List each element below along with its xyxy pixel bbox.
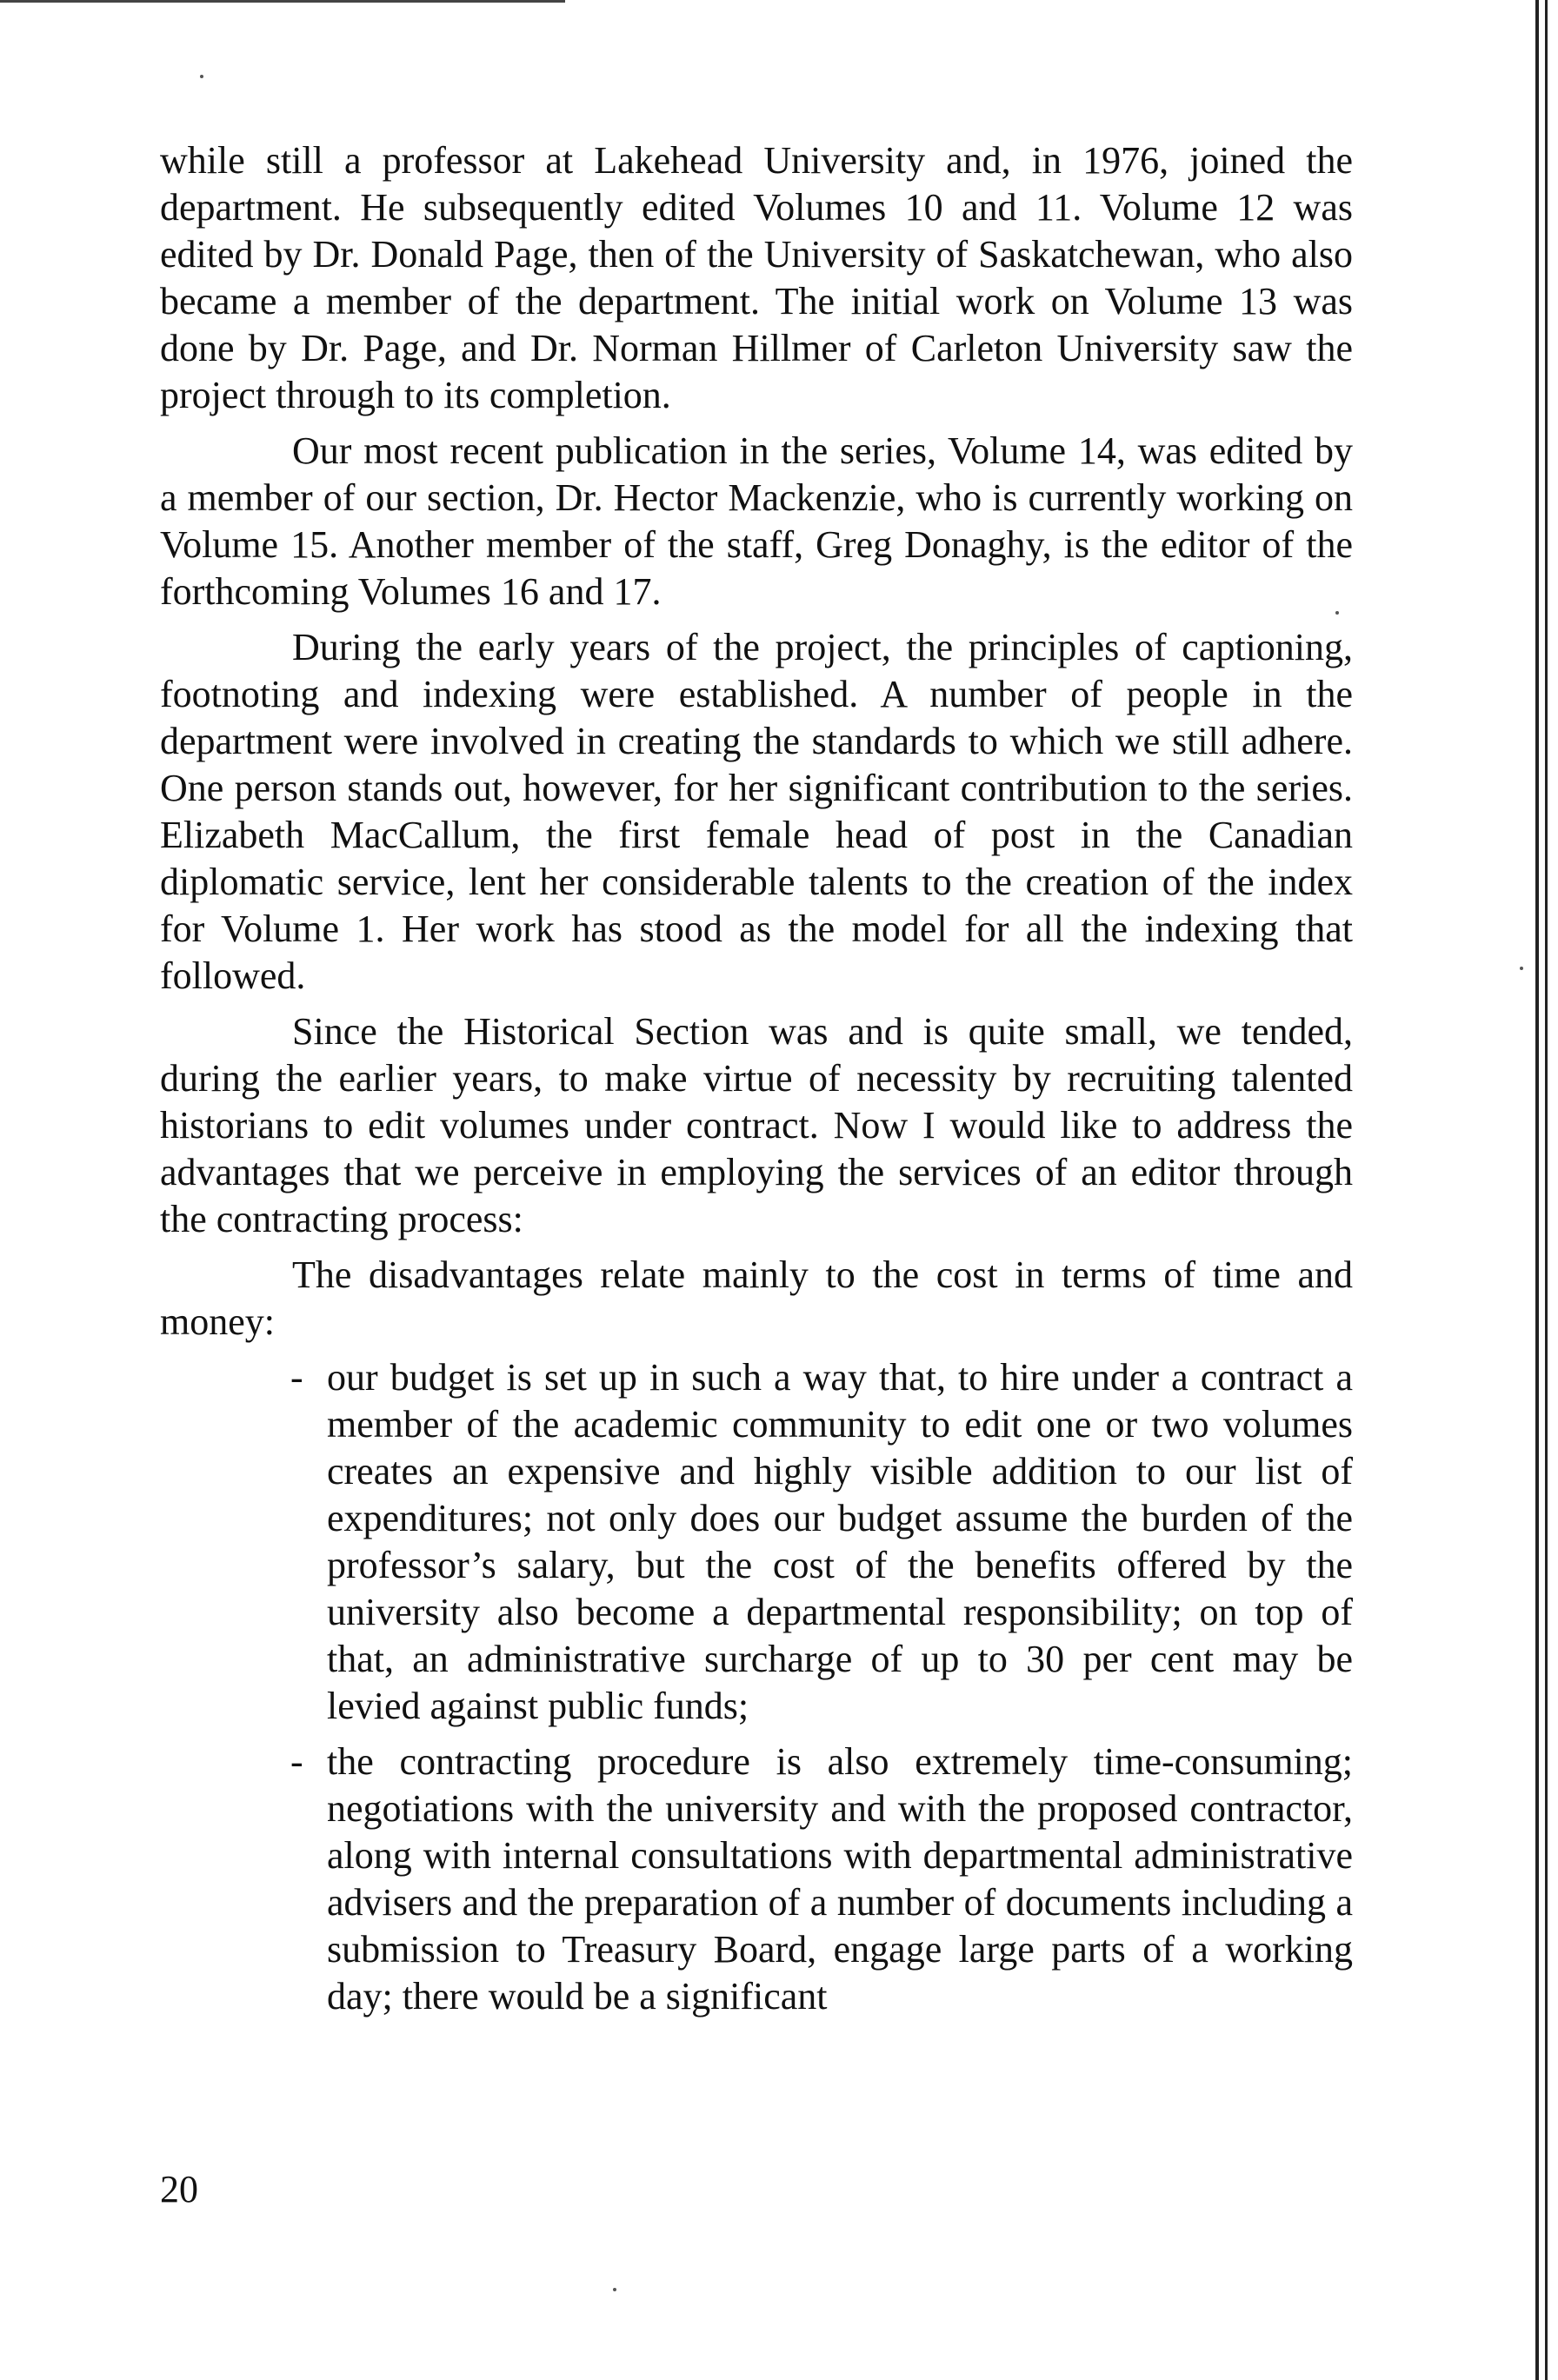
list-item — [290, 1738, 1353, 2020]
scan-speck — [1520, 967, 1523, 970]
scan-speck — [200, 75, 203, 78]
page-body — [160, 137, 1353, 2029]
scan-speck — [613, 2288, 616, 2291]
disadvantages-list — [160, 1354, 1353, 2020]
top-scan-rule — [0, 0, 565, 3]
list-item-text: our budget is set up in such a way that, to hire under a contract a member of the academic community to edit one or two volumes creates an expensive and highly visible addition to our list of expenditures; not only does our budget assume the burden of the professor’s salary, but the cost of the benefits offered by the university also become a departmental responsibility; on top of that, an administrative surcharge of up to 30 per cent may be levied against public funds; — [327, 1356, 1353, 1727]
paragraph: The disadvantages relate mainly to the cost in terms of time and money: — [160, 1253, 1353, 1343]
paragraph: Our most recent publication in the series, Volume 14, was edited by a member of our section, Dr. Hector Mackenzie, who is currently working on Volume 15. Another member of the staff, Greg Donaghy, is the editor of the forthcoming Volumes 16 and 17. — [160, 429, 1353, 613]
list-item-text: the contracting procedure is also extremely time-consuming; negotiations with the university and with the proposed contractor, along with internal consultations with departmental administrative advisers and the preparation of a number of documents including a submission to Treasury Board, engage large parts of a working day; there would be a significant — [327, 1740, 1353, 2018]
page-number: 20 — [160, 2168, 198, 2210]
paragraph: During the early years of the project, the principles of captioning, footnoting and indexing were established. A number of people in the department were involved in creating the standards to which we still adhere. One person stands out, however, for her significant contribution to the series. Elizabeth MacCallum, the first female head of post in the Canadian diplomatic service, lent her considerable talents to the creation of the index for Volume 1. Her work has stood as the model for all the indexing that followed. — [160, 626, 1353, 997]
paragraph: while still a professor at Lakehead University and, in 1976, joined the department. He subsequently edited Volumes 10 and 11. Volume 12 was edited by Dr. Donald Page, then of the University of Saskatchewan, who also became a member of the department. The initial work on Volume 13 was done by Dr. Page, and Dr. Norman Hillmer of Carleton University saw the project through to its completion. — [160, 139, 1353, 416]
bullet-dash: - — [290, 1356, 303, 1399]
page-binding-edge — [1535, 0, 1548, 2380]
list-item — [290, 1354, 1353, 1730]
bullet-dash: - — [290, 1740, 303, 1783]
paragraph: Since the Historical Section was and is quite small, we tended, during the earlier years, to make virtue of necessity by recruiting talented historians to edit volumes under contract. Now I would like to address the advantages that we perceive in employing the services of an editor through the contracting process: — [160, 1010, 1353, 1240]
